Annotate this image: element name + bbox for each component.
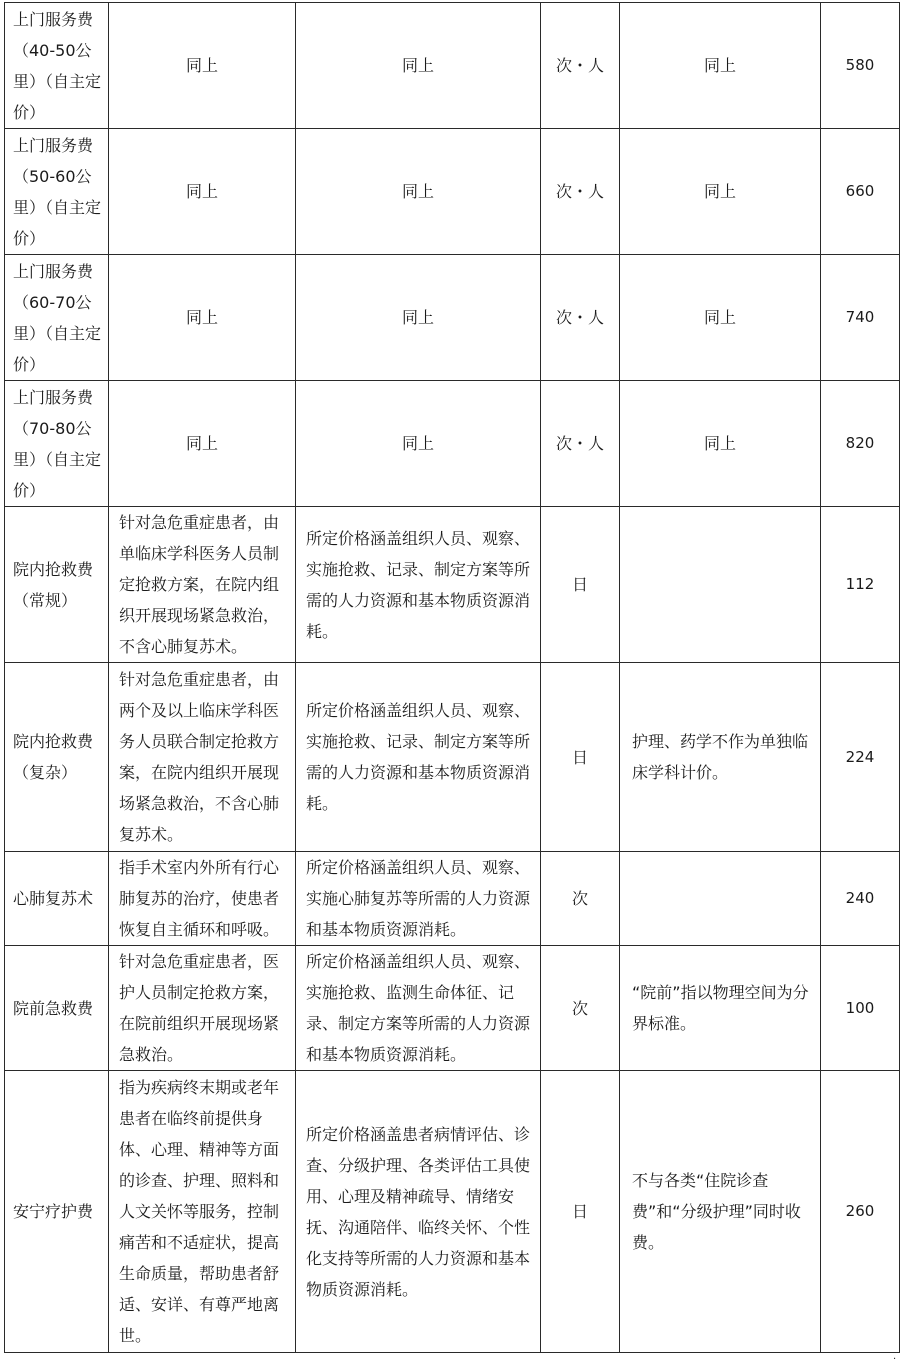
item-scope: 所定价格涵盖组织人员、观察、实施抢救、记录、制定方案等所需的人力资源和基本物质资源消耗。 <box>296 507 541 663</box>
item-price: 820 <box>821 381 900 507</box>
table-row <box>5 852 900 946</box>
item-name: 院内抢救费（复杂） <box>5 663 109 852</box>
item-unit: 日 <box>541 507 620 663</box>
item-name: 上门服务费（70-80公里）（自主定价） <box>5 381 109 507</box>
item-unit: 次 <box>541 946 620 1071</box>
item-unit: 日 <box>541 1071 620 1353</box>
fee-table <box>4 2 900 1353</box>
item-scope: 所定价格涵盖患者病情评估、诊查、分级护理、各类评估工具使用、心理及精神疏导、情绪安抚、沟通陪伴、临终关怀、个性化支持等所需的人力资源和基本物质资源消耗。 <box>296 1071 541 1353</box>
item-price: 224 <box>821 663 900 852</box>
item-unit: 次・人 <box>541 3 620 129</box>
item-price: 100 <box>821 946 900 1071</box>
table-row <box>5 129 900 255</box>
item-unit: 次・人 <box>541 129 620 255</box>
item-content: 针对急危重症患者，医护人员制定抢救方案，在院前组织开展现场紧急救治。 <box>109 946 296 1071</box>
item-name: 院内抢救费（常规） <box>5 507 109 663</box>
item-note: 同上 <box>620 255 821 381</box>
item-name: 院前急救费 <box>5 946 109 1071</box>
item-price: 260 <box>821 1071 900 1353</box>
item-content: 针对急危重症患者，由单临床学科医务人员制定抢救方案，在院内组织开展现场紧急救治，不含心肺复苏术。 <box>109 507 296 663</box>
table-row <box>5 946 900 1071</box>
item-content: 同上 <box>109 3 296 129</box>
item-scope: 同上 <box>296 255 541 381</box>
table-row <box>5 1071 900 1353</box>
item-name: 安宁疗护费 <box>5 1071 109 1353</box>
item-note: “院前”指以物理空间为分界标准。 <box>620 946 821 1071</box>
item-name: 上门服务费（50-60公里）（自主定价） <box>5 129 109 255</box>
item-content: 同上 <box>109 381 296 507</box>
item-note: 同上 <box>620 3 821 129</box>
item-name: 上门服务费（60-70公里）（自主定价） <box>5 255 109 381</box>
item-scope: 所定价格涵盖组织人员、观察、实施抢救、记录、制定方案等所需的人力资源和基本物质资源消耗。 <box>296 663 541 852</box>
item-name: 上门服务费（40-50公里）（自主定价） <box>5 3 109 129</box>
item-scope: 同上 <box>296 3 541 129</box>
item-content: 针对急危重症患者，由两个及以上临床学科医务人员联合制定抢救方案，在院内组织开展现场紧急救治，不含心肺复苏术。 <box>109 663 296 852</box>
item-note: 同上 <box>620 381 821 507</box>
item-name: 心肺复苏术 <box>5 852 109 946</box>
item-content: 指为疾病终末期或老年患者在临终前提供身体、心理、精神等方面的诊查、护理、照料和人文关怀等服务，控制痛苦和不适症状，提高生命质量，帮助患者舒适、安详、有尊严地离世。 <box>109 1071 296 1353</box>
item-scope: 同上 <box>296 381 541 507</box>
item-price: 112 <box>821 507 900 663</box>
item-unit: 次・人 <box>541 381 620 507</box>
item-note <box>620 507 821 663</box>
item-scope: 同上 <box>296 129 541 255</box>
item-price: 240 <box>821 852 900 946</box>
footer-mark: . <box>893 1351 897 1362</box>
table-row <box>5 381 900 507</box>
item-note: 同上 <box>620 129 821 255</box>
item-content: 指手术室内外所有行心肺复苏的治疗，使患者恢复自主循环和呼吸。 <box>109 852 296 946</box>
item-scope: 所定价格涵盖组织人员、观察、实施抢救、监测生命体征、记录、制定方案等所需的人力资源和基本物质资源消耗。 <box>296 946 541 1071</box>
item-scope: 所定价格涵盖组织人员、观察、实施心肺复苏等所需的人力资源和基本物质资源消耗。 <box>296 852 541 946</box>
item-unit: 次・人 <box>541 255 620 381</box>
item-unit: 次 <box>541 852 620 946</box>
item-price: 580 <box>821 3 900 129</box>
table-row <box>5 663 900 852</box>
table-row <box>5 255 900 381</box>
item-note <box>620 852 821 946</box>
item-price: 740 <box>821 255 900 381</box>
item-content: 同上 <box>109 255 296 381</box>
table-row <box>5 3 900 129</box>
item-content: 同上 <box>109 129 296 255</box>
item-unit: 日 <box>541 663 620 852</box>
item-price: 660 <box>821 129 900 255</box>
item-note: 不与各类“住院诊查费”和“分级护理”同时收费。 <box>620 1071 821 1353</box>
table-row <box>5 507 900 663</box>
item-note: 护理、药学不作为单独临床学科计价。 <box>620 663 821 852</box>
